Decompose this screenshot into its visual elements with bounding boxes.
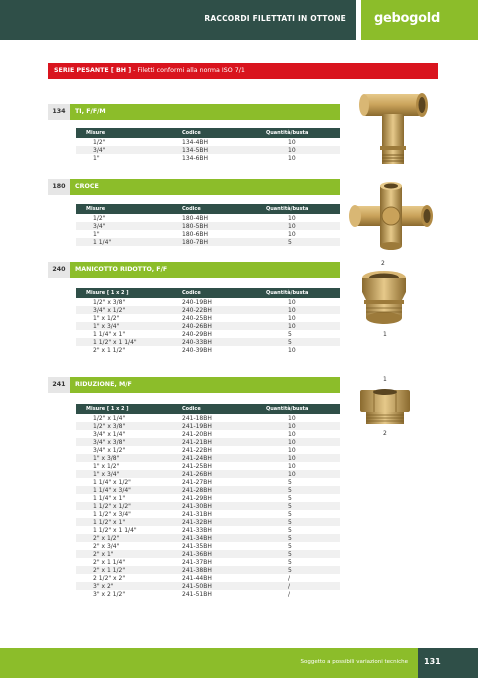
cell-misure: 1" x 1/2" [93, 462, 120, 470]
col-header-codice: Codice [182, 406, 201, 412]
cell-quantita: 5 [288, 550, 292, 558]
cell-codice: 241-33BH [182, 526, 212, 534]
cell-misure: 1/2" [93, 214, 106, 222]
cell-codice: 180-7BH [182, 238, 209, 246]
table-row [76, 582, 340, 590]
table-row [76, 462, 340, 470]
cell-quantita: 10 [288, 222, 296, 230]
col-header-quantita: Quantità/busta [266, 406, 309, 412]
cell-misure: 1 1/4" x 1" [93, 494, 126, 502]
cell-misure: 1 1/4" x 1" [93, 330, 126, 338]
table-row [76, 558, 340, 566]
cell-quantita: 5 [288, 338, 292, 346]
table-row [76, 550, 340, 558]
header-divider [356, 0, 361, 40]
cell-misure: 1 1/2" x 1" [93, 518, 126, 526]
cell-codice: 241-44BH [182, 574, 212, 582]
cell-codice: 241-50BH [182, 582, 212, 590]
table-row [76, 446, 340, 454]
cell-quantita: 10 [288, 462, 296, 470]
table-row [76, 154, 340, 162]
table-row [76, 574, 340, 582]
cell-codice: 240-19BH [182, 298, 212, 306]
table-row [76, 230, 340, 238]
table-row [76, 306, 340, 314]
cell-codice: 240-33BH [182, 338, 212, 346]
cell-quantita: 10 [288, 422, 296, 430]
table-row [76, 422, 340, 430]
cell-codice: 241-34BH [182, 534, 212, 542]
cell-misure: 3/4" x 3/8" [93, 438, 126, 446]
cell-misure: 2" x 1/2" [93, 534, 120, 542]
cell-misure: 1 1/2" x 1 1/4" [93, 338, 137, 346]
cell-codice: 241-30BH [182, 502, 212, 510]
section-heading-134 [48, 104, 340, 120]
cell-misure: 1" x 3/8" [93, 454, 120, 462]
cell-misure: 2" x 1" [93, 550, 114, 558]
cell-misure: 1" x 1/2" [93, 314, 120, 322]
cell-quantita: 5 [288, 518, 292, 526]
col-header-quantita: Quantità/busta [266, 206, 309, 212]
cell-codice: 241-32BH [182, 518, 212, 526]
cell-codice: 241-36BH [182, 550, 212, 558]
header-brand-bar [356, 0, 478, 40]
label-riduzione-bottom: 2 [383, 430, 387, 437]
table-row [76, 214, 340, 222]
reducing-socket-image [358, 270, 410, 330]
cell-quantita: 10 [288, 346, 296, 354]
cell-quantita: / [288, 590, 291, 598]
cell-quantita: 5 [288, 486, 292, 494]
table-row [76, 438, 340, 446]
cell-misure: 1/2" x 3/8" [93, 298, 126, 306]
cell-quantita: 5 [288, 502, 292, 510]
header-title-bar [0, 0, 356, 40]
col-header-misure: Misure [86, 130, 106, 136]
tee-fitting-image [356, 88, 432, 168]
cell-quantita: 5 [288, 330, 292, 338]
cell-misure: 1 1/2" x 1 1/4" [93, 526, 137, 534]
table-180 [76, 204, 340, 246]
cell-misure: 3/4" [93, 222, 106, 230]
cell-misure: 1 1/4" x 3/4" [93, 486, 131, 494]
table-row [76, 534, 340, 542]
table-row [76, 238, 340, 246]
cell-codice: 241-19BH [182, 422, 212, 430]
footer-page-bar [418, 648, 478, 678]
footer-note: Soggetto a possibili variazioni tecniche [300, 659, 408, 665]
cell-misure: 2" x 3/4" [93, 542, 120, 550]
cross-fitting-image [347, 180, 435, 252]
cell-misure: 2 1/2" x 2" [93, 574, 126, 582]
col-header-misure: Misure [86, 206, 106, 212]
cell-misure: 1/2" x 3/8" [93, 422, 126, 430]
cell-quantita: / [288, 582, 291, 590]
section-number: 134 [48, 104, 70, 120]
cell-quantita: 10 [288, 298, 296, 306]
cell-quantita: 5 [288, 534, 292, 542]
cell-quantita: 10 [288, 214, 296, 222]
section-title: RIDUZIONE, M/F [70, 377, 340, 393]
cell-misure: 1" x 3/4" [93, 470, 120, 478]
section-title: MANICOTTO RIDOTTO, F/F [70, 262, 340, 278]
cell-misure: 1" [93, 154, 100, 162]
cell-misure: 3/4" x 1/2" [93, 306, 126, 314]
table-row [76, 518, 340, 526]
section-number: 241 [48, 377, 70, 393]
hex-reducer-image [356, 386, 414, 428]
cell-quantita: 10 [288, 138, 296, 146]
label-manicotto-top: 2 [381, 260, 385, 267]
cell-codice: 134-4BH [182, 138, 209, 146]
cell-quantita: 10 [288, 314, 296, 322]
cell-misure: 2" x 1 1/2" [93, 346, 126, 354]
section-heading-241 [48, 377, 340, 393]
table-row [76, 346, 340, 354]
section-heading-240 [48, 262, 340, 278]
cell-misure: 1 1/4" x 1/2" [93, 478, 131, 486]
cell-quantita: 5 [288, 510, 292, 518]
cell-quantita: 5 [288, 238, 292, 246]
cell-misure: 1" x 3/4" [93, 322, 120, 330]
cell-misure: 3/4" x 1/2" [93, 446, 126, 454]
table-row [76, 222, 340, 230]
cell-misure: 2" x 1 1/2" [93, 566, 126, 574]
table-row [76, 414, 340, 422]
col-header-codice: Codice [182, 130, 201, 136]
section-number: 180 [48, 179, 70, 195]
cell-misure: 3/4" [93, 146, 106, 154]
cell-quantita: 10 [288, 430, 296, 438]
table-row [76, 298, 340, 306]
cell-codice: 241-38BH [182, 566, 212, 574]
table-header [76, 128, 340, 138]
cell-codice: 240-39BH [182, 346, 212, 354]
cell-quantita: 10 [288, 154, 296, 162]
cell-quantita: 10 [288, 322, 296, 330]
cell-codice: 241-37BH [182, 558, 212, 566]
table-header [76, 288, 340, 298]
cell-misure: 1 1/4" [93, 238, 112, 246]
cell-codice: 241-26BH [182, 470, 212, 478]
table-row [76, 454, 340, 462]
table-row [76, 470, 340, 478]
table-row [76, 146, 340, 154]
cell-codice: 241-21BH [182, 438, 212, 446]
cell-quantita: 10 [288, 414, 296, 422]
series-banner-text: - Filetti conformi alla norma ISO 7/1 [131, 67, 245, 74]
cell-misure: 1 1/2" x 3/4" [93, 510, 131, 518]
cell-codice: 241-18BH [182, 414, 212, 422]
col-header-codice: Codice [182, 290, 201, 296]
cell-quantita: / [288, 574, 291, 582]
cell-codice: 180-5BH [182, 222, 209, 230]
col-header-codice: Codice [182, 206, 201, 212]
table-row [76, 566, 340, 574]
cell-codice: 180-6BH [182, 230, 209, 238]
table-241 [76, 404, 340, 598]
section-title: CROCE [70, 179, 340, 195]
header-title: RACCORDI FILETTATI IN OTTONE [204, 14, 346, 23]
cell-codice: 241-25BH [182, 462, 212, 470]
table-row [76, 590, 340, 598]
table-row [76, 510, 340, 518]
table-row [76, 542, 340, 550]
col-header-misure: Misure [ 1 x 2 ] [86, 290, 129, 296]
cell-misure: 3/4" x 1/4" [93, 430, 126, 438]
cell-quantita: 10 [288, 470, 296, 478]
cell-codice: 241-22BH [182, 446, 212, 454]
table-row [76, 486, 340, 494]
cell-codice: 134-5BH [182, 146, 209, 154]
cell-quantita: 10 [288, 454, 296, 462]
table-row [76, 494, 340, 502]
col-header-quantita: Quantità/busta [266, 130, 309, 136]
cell-quantita: 10 [288, 438, 296, 446]
table-header [76, 204, 340, 214]
cell-quantita: 10 [288, 306, 296, 314]
cell-codice: 241-20BH [182, 430, 212, 438]
cell-misure: 1/2" x 1/4" [93, 414, 126, 422]
cell-codice: 241-31BH [182, 510, 212, 518]
cell-codice: 134-6BH [182, 154, 209, 162]
cell-misure: 3" x 2 1/2" [93, 590, 126, 598]
footer-note-bar [0, 648, 418, 678]
table-row [76, 322, 340, 330]
col-header-quantita: Quantità/busta [266, 290, 309, 296]
cell-quantita: 5 [288, 526, 292, 534]
label-riduzione-top: 1 [383, 376, 387, 383]
table-row [76, 430, 340, 438]
col-header-misure: Misure [ 1 x 2 ] [86, 406, 129, 412]
table-row [76, 338, 340, 346]
cell-codice: 241-28BH [182, 486, 212, 494]
cell-codice: 240-29BH [182, 330, 212, 338]
page-footer [0, 648, 478, 678]
cell-quantita: 5 [288, 566, 292, 574]
cell-quantita: 10 [288, 446, 296, 454]
cell-quantita: 5 [288, 478, 292, 486]
table-header [76, 404, 340, 414]
cell-codice: 240-22BH [182, 306, 212, 314]
cell-codice: 180-4BH [182, 214, 209, 222]
cell-quantita: 5 [288, 494, 292, 502]
table-row [76, 502, 340, 510]
page-number: 131 [424, 657, 441, 666]
table-row [76, 314, 340, 322]
cell-quantita: 10 [288, 146, 296, 154]
cell-codice: 240-26BH [182, 322, 212, 330]
cell-codice: 241-35BH [182, 542, 212, 550]
section-number: 240 [48, 262, 70, 278]
cell-codice: 241-51BH [182, 590, 212, 598]
label-manicotto-bottom: 1 [383, 331, 387, 338]
cell-codice: 241-27BH [182, 478, 212, 486]
table-134 [76, 128, 340, 162]
cell-quantita: 10 [288, 230, 296, 238]
cell-misure: 3" x 2" [93, 582, 114, 590]
cell-misure: 1 1/2" x 1/2" [93, 502, 131, 510]
section-title: TI, F/F/M [70, 104, 340, 120]
cell-misure: 2" x 1 1/4" [93, 558, 126, 566]
table-240 [76, 288, 340, 354]
page-header [0, 0, 478, 40]
table-row [76, 478, 340, 486]
table-row [76, 138, 340, 146]
cell-misure: 1/2" [93, 138, 106, 146]
cell-codice: 241-29BH [182, 494, 212, 502]
cell-quantita: 5 [288, 542, 292, 550]
series-banner-bold: SERIE PESANTE [ BH ] [54, 67, 132, 74]
cell-misure: 1" [93, 230, 100, 238]
table-row [76, 526, 340, 534]
cell-codice: 240-25BH [182, 314, 212, 322]
brand-logo: gebogold [374, 11, 440, 26]
cell-quantita: 5 [288, 558, 292, 566]
table-row [76, 330, 340, 338]
section-heading-180 [48, 179, 340, 195]
series-banner [48, 63, 438, 79]
cell-codice: 241-24BH [182, 454, 212, 462]
